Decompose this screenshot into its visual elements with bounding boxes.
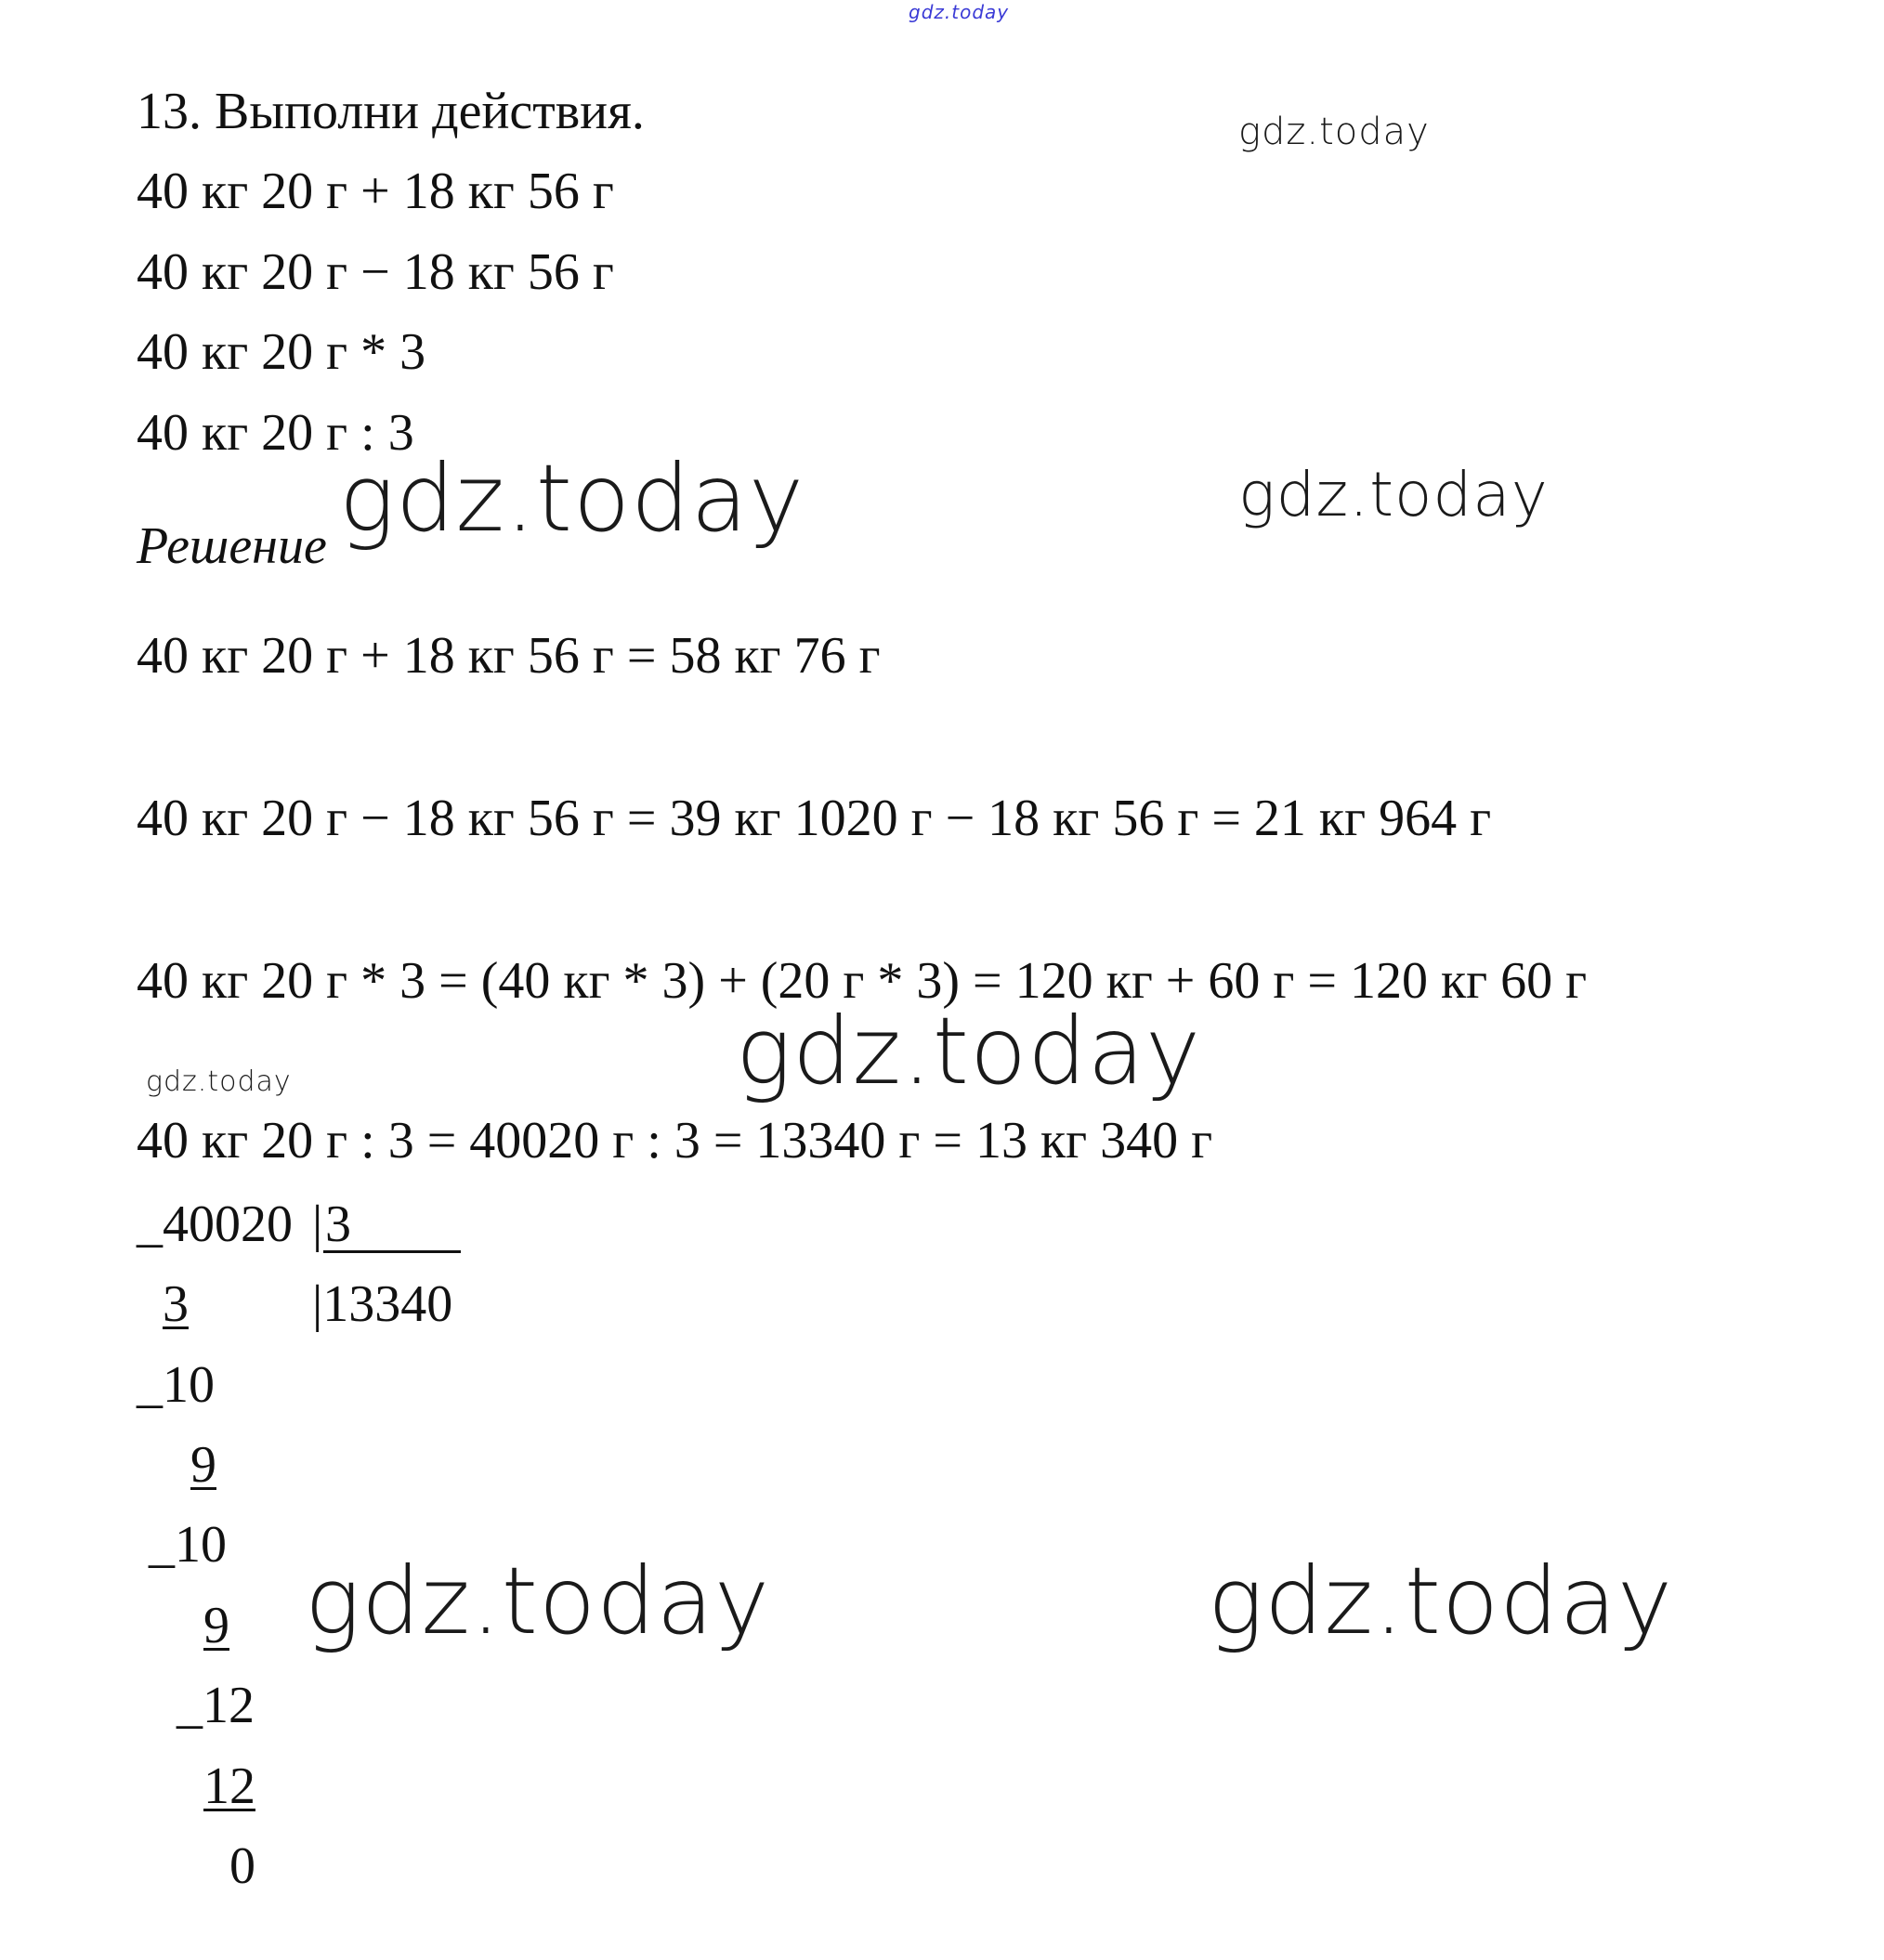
division-step: _10 (149, 1516, 227, 1574)
solution-line: 40 кг 20 г − 18 кг 56 г = 39 кг 1020 г − 18 кг 56 г = 21 кг 964 г (137, 790, 1492, 847)
quotient: |13340 (312, 1275, 453, 1333)
task-title: 13. Выполни действия. (137, 83, 645, 140)
division-step: _10 (137, 1356, 215, 1414)
task-line: 40 кг 20 г − 18 кг 56 г (137, 243, 614, 301)
watermark: gdz.today (339, 444, 805, 553)
task-line: 40 кг 20 г * 3 (137, 323, 426, 381)
watermark: gdz.today (736, 997, 1202, 1105)
watermark-top: gdz.today (909, 1, 1010, 23)
dividend: _40020 (137, 1196, 293, 1253)
solution-label: Решение (137, 517, 327, 575)
solution-line: 40 кг 20 г + 18 кг 56 г = 58 кг 76 г (137, 627, 881, 685)
divisor: 3 (325, 1196, 351, 1253)
division-step: 3 (163, 1275, 189, 1333)
division-step: 9 (203, 1597, 229, 1654)
watermark: gdz.today (1208, 1547, 1674, 1655)
task-line: 40 кг 20 г : 3 (137, 404, 414, 462)
divisor-bar: | (312, 1196, 323, 1253)
solution-line: 40 кг 20 г * 3 = (40 кг * 3) + (20 г * 3) = 120 кг + 60 г = 120 кг 60 г (137, 952, 1588, 1010)
watermark: gdz.today (1238, 459, 1549, 530)
task-line: 40 кг 20 г + 18 кг 56 г (137, 163, 614, 220)
division-step: 12 (203, 1757, 255, 1815)
division-step: 0 (229, 1837, 255, 1895)
solution-line: 40 кг 20 г : 3 = 40020 г : 3 = 13340 г = 13 кг 340 г (137, 1112, 1213, 1169)
division-step: 9 (190, 1436, 216, 1494)
watermark: gdz.today (146, 1065, 292, 1098)
division-step: _12 (177, 1677, 255, 1734)
watermark: gdz.today (1238, 111, 1430, 153)
watermark: gdz.today (305, 1547, 771, 1655)
